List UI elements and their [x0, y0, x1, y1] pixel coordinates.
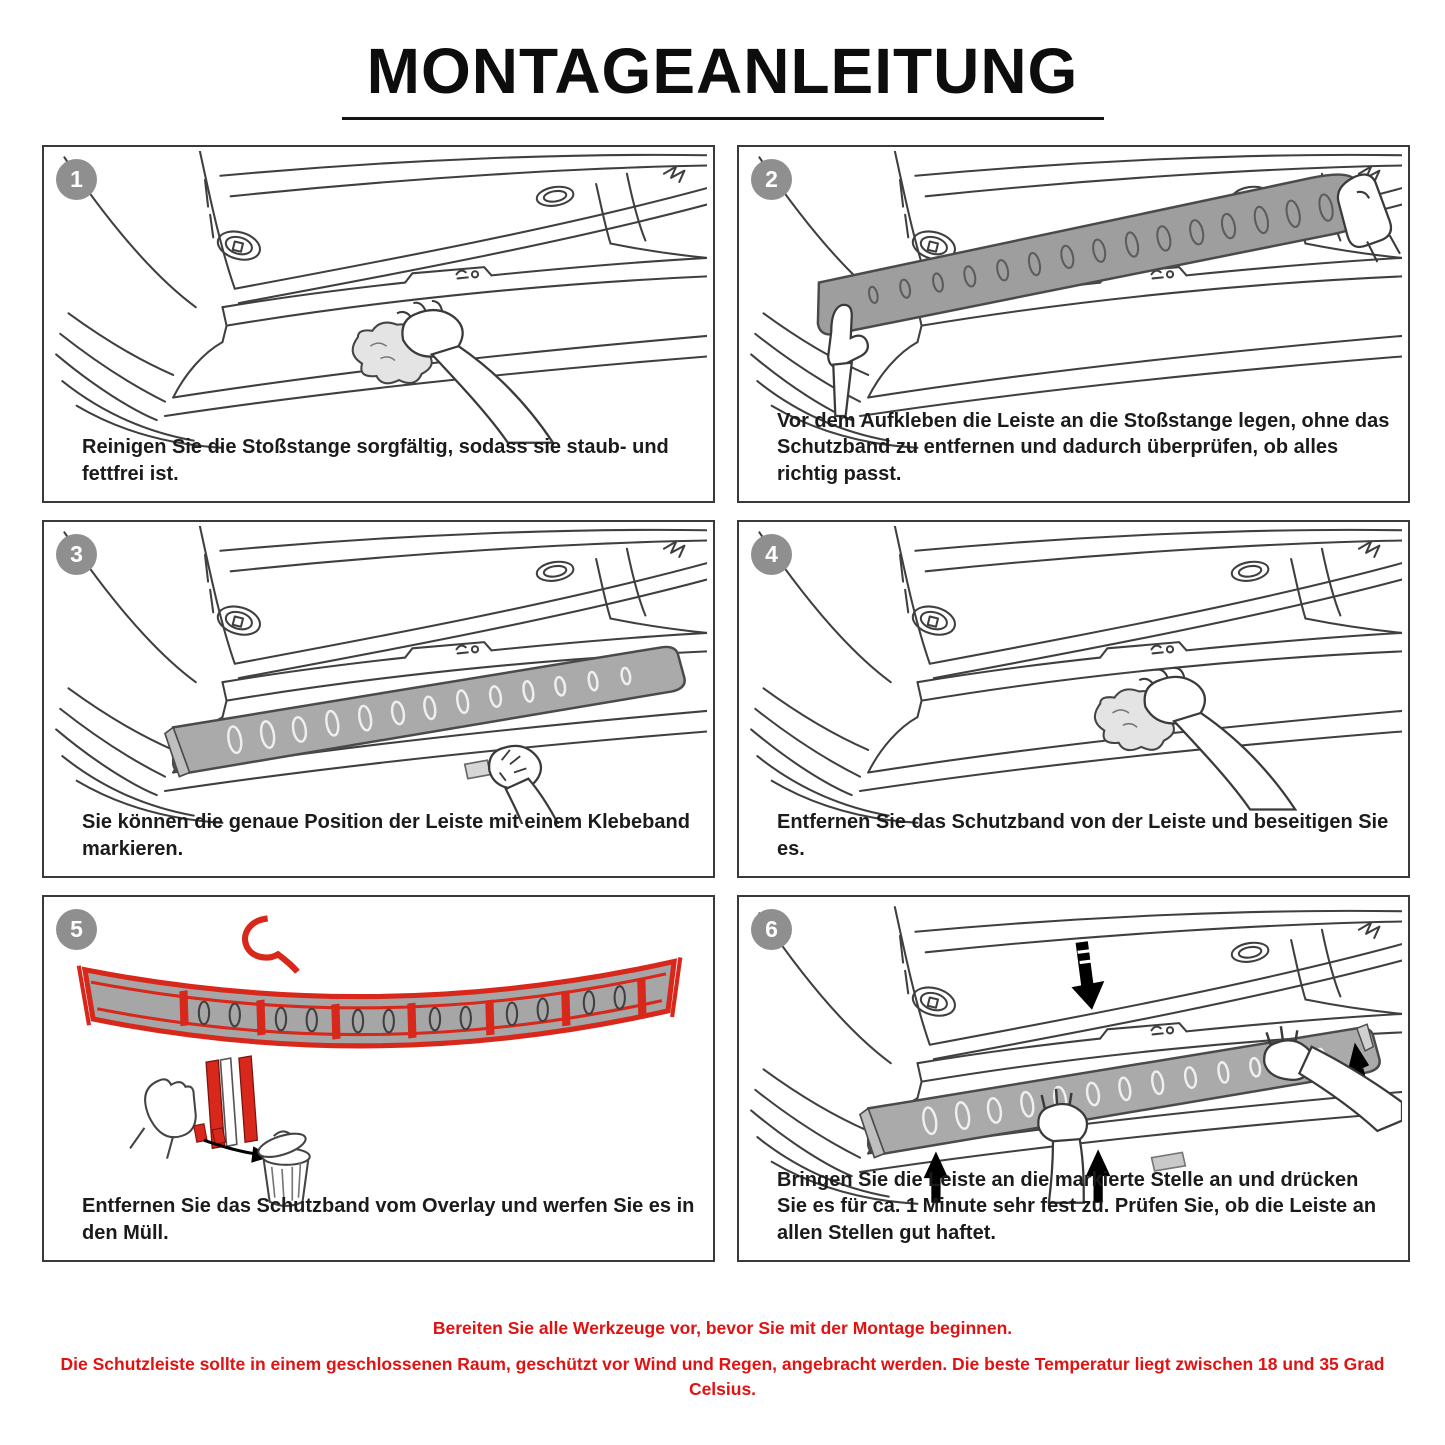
title-underline: [342, 117, 1104, 120]
step-panel-2: [737, 145, 1410, 503]
step-1-illustration: [50, 151, 707, 449]
step-5-illustration: [50, 901, 707, 1211]
step-caption: Entfernen Sie das Schutzband vom Overlay und werfen Sie es in den Müll.: [82, 1195, 695, 1244]
red-tape-curl-icon: [245, 918, 297, 971]
press-down-arrow-icon: [1071, 942, 1104, 1010]
step-number-badge: [56, 909, 97, 950]
step-number: 2: [765, 166, 778, 192]
step-number: 4: [765, 541, 778, 567]
footer-notes: [0, 1318, 1445, 1401]
step-caption: Sie können die genaue Position der Leiste mit einem Klebeband markieren.: [82, 811, 690, 860]
step-caption: Entfernen Sie das Schutzband von der Leiste und beseitigen Sie es.: [777, 811, 1389, 860]
step-number-badge: [751, 159, 792, 200]
step-number-badge: [56, 534, 97, 575]
step-caption: Reinigen Sie die Stoßstange sorgfältig, sodass sie staub- und fettfrei ist.: [82, 436, 669, 485]
overlay-strip-icon: [79, 918, 681, 1045]
step-number-badge: [56, 159, 97, 200]
car-rear-icon: [56, 151, 707, 448]
step-caption: Bringen Sie die Leiste an die markierte Stelle an und drücken Sie es für ca. 1 Minute sehr fest zu. Prüfen Sie, ob die Leiste an allen Stellen gut haftet.: [777, 1168, 1377, 1244]
step-6-illustration: [745, 901, 1402, 1211]
car-rear-drawing: [745, 151, 1402, 449]
protection-strip-icon: [818, 175, 1365, 335]
step-4-illustration: [745, 526, 1402, 824]
step-number: 6: [765, 916, 778, 942]
car-rear-drawing: [50, 526, 707, 824]
overlay-strip-drawing: [50, 901, 707, 1211]
step-caption: Vor dem Aufkleben die Leiste an die Stoßstange legen, ohne das Schutzband zu entfernen und dadurch überprüfen, ob alles richtig passt.: [777, 409, 1390, 485]
step-number: 5: [70, 916, 83, 942]
car-rear-drawing: [745, 901, 1402, 1211]
step-number-badge: [751, 909, 792, 950]
car-rear-drawing: [745, 526, 1402, 824]
right-hand-icon: [1338, 175, 1400, 262]
step-number-badge: [751, 534, 792, 575]
footer-note-1: Bereiten Sie alle Werkzeuge vor, bevor Sie mit der Montage beginnen.: [432, 1318, 1013, 1338]
step-number: 3: [70, 541, 83, 567]
step-panel-5: [42, 895, 715, 1262]
footer-note-2: Die Schutzleiste sollte in einem geschlossenen Raum, geschützt vor Wind und Regen, angebracht werden. Die beste Temperatur liegt zwischen 18 und 35 Grad Celsius.: [60, 1354, 1385, 1399]
step-panel-1: [42, 145, 715, 503]
page-title: MONTAGEANLEITUNG: [366, 35, 1079, 107]
step-panel-6: [737, 895, 1410, 1262]
step-panel-3: [42, 520, 715, 878]
hand-cloth-icon: [1095, 668, 1295, 810]
step-2-illustration: [745, 151, 1402, 449]
car-rear-drawing: [50, 151, 707, 449]
discard-hand-icon: [130, 1056, 272, 1163]
step-panel-4: [737, 520, 1410, 878]
step-3-illustration: [50, 526, 707, 824]
step-number: 1: [70, 166, 83, 192]
car-rear-icon: [751, 526, 1402, 823]
